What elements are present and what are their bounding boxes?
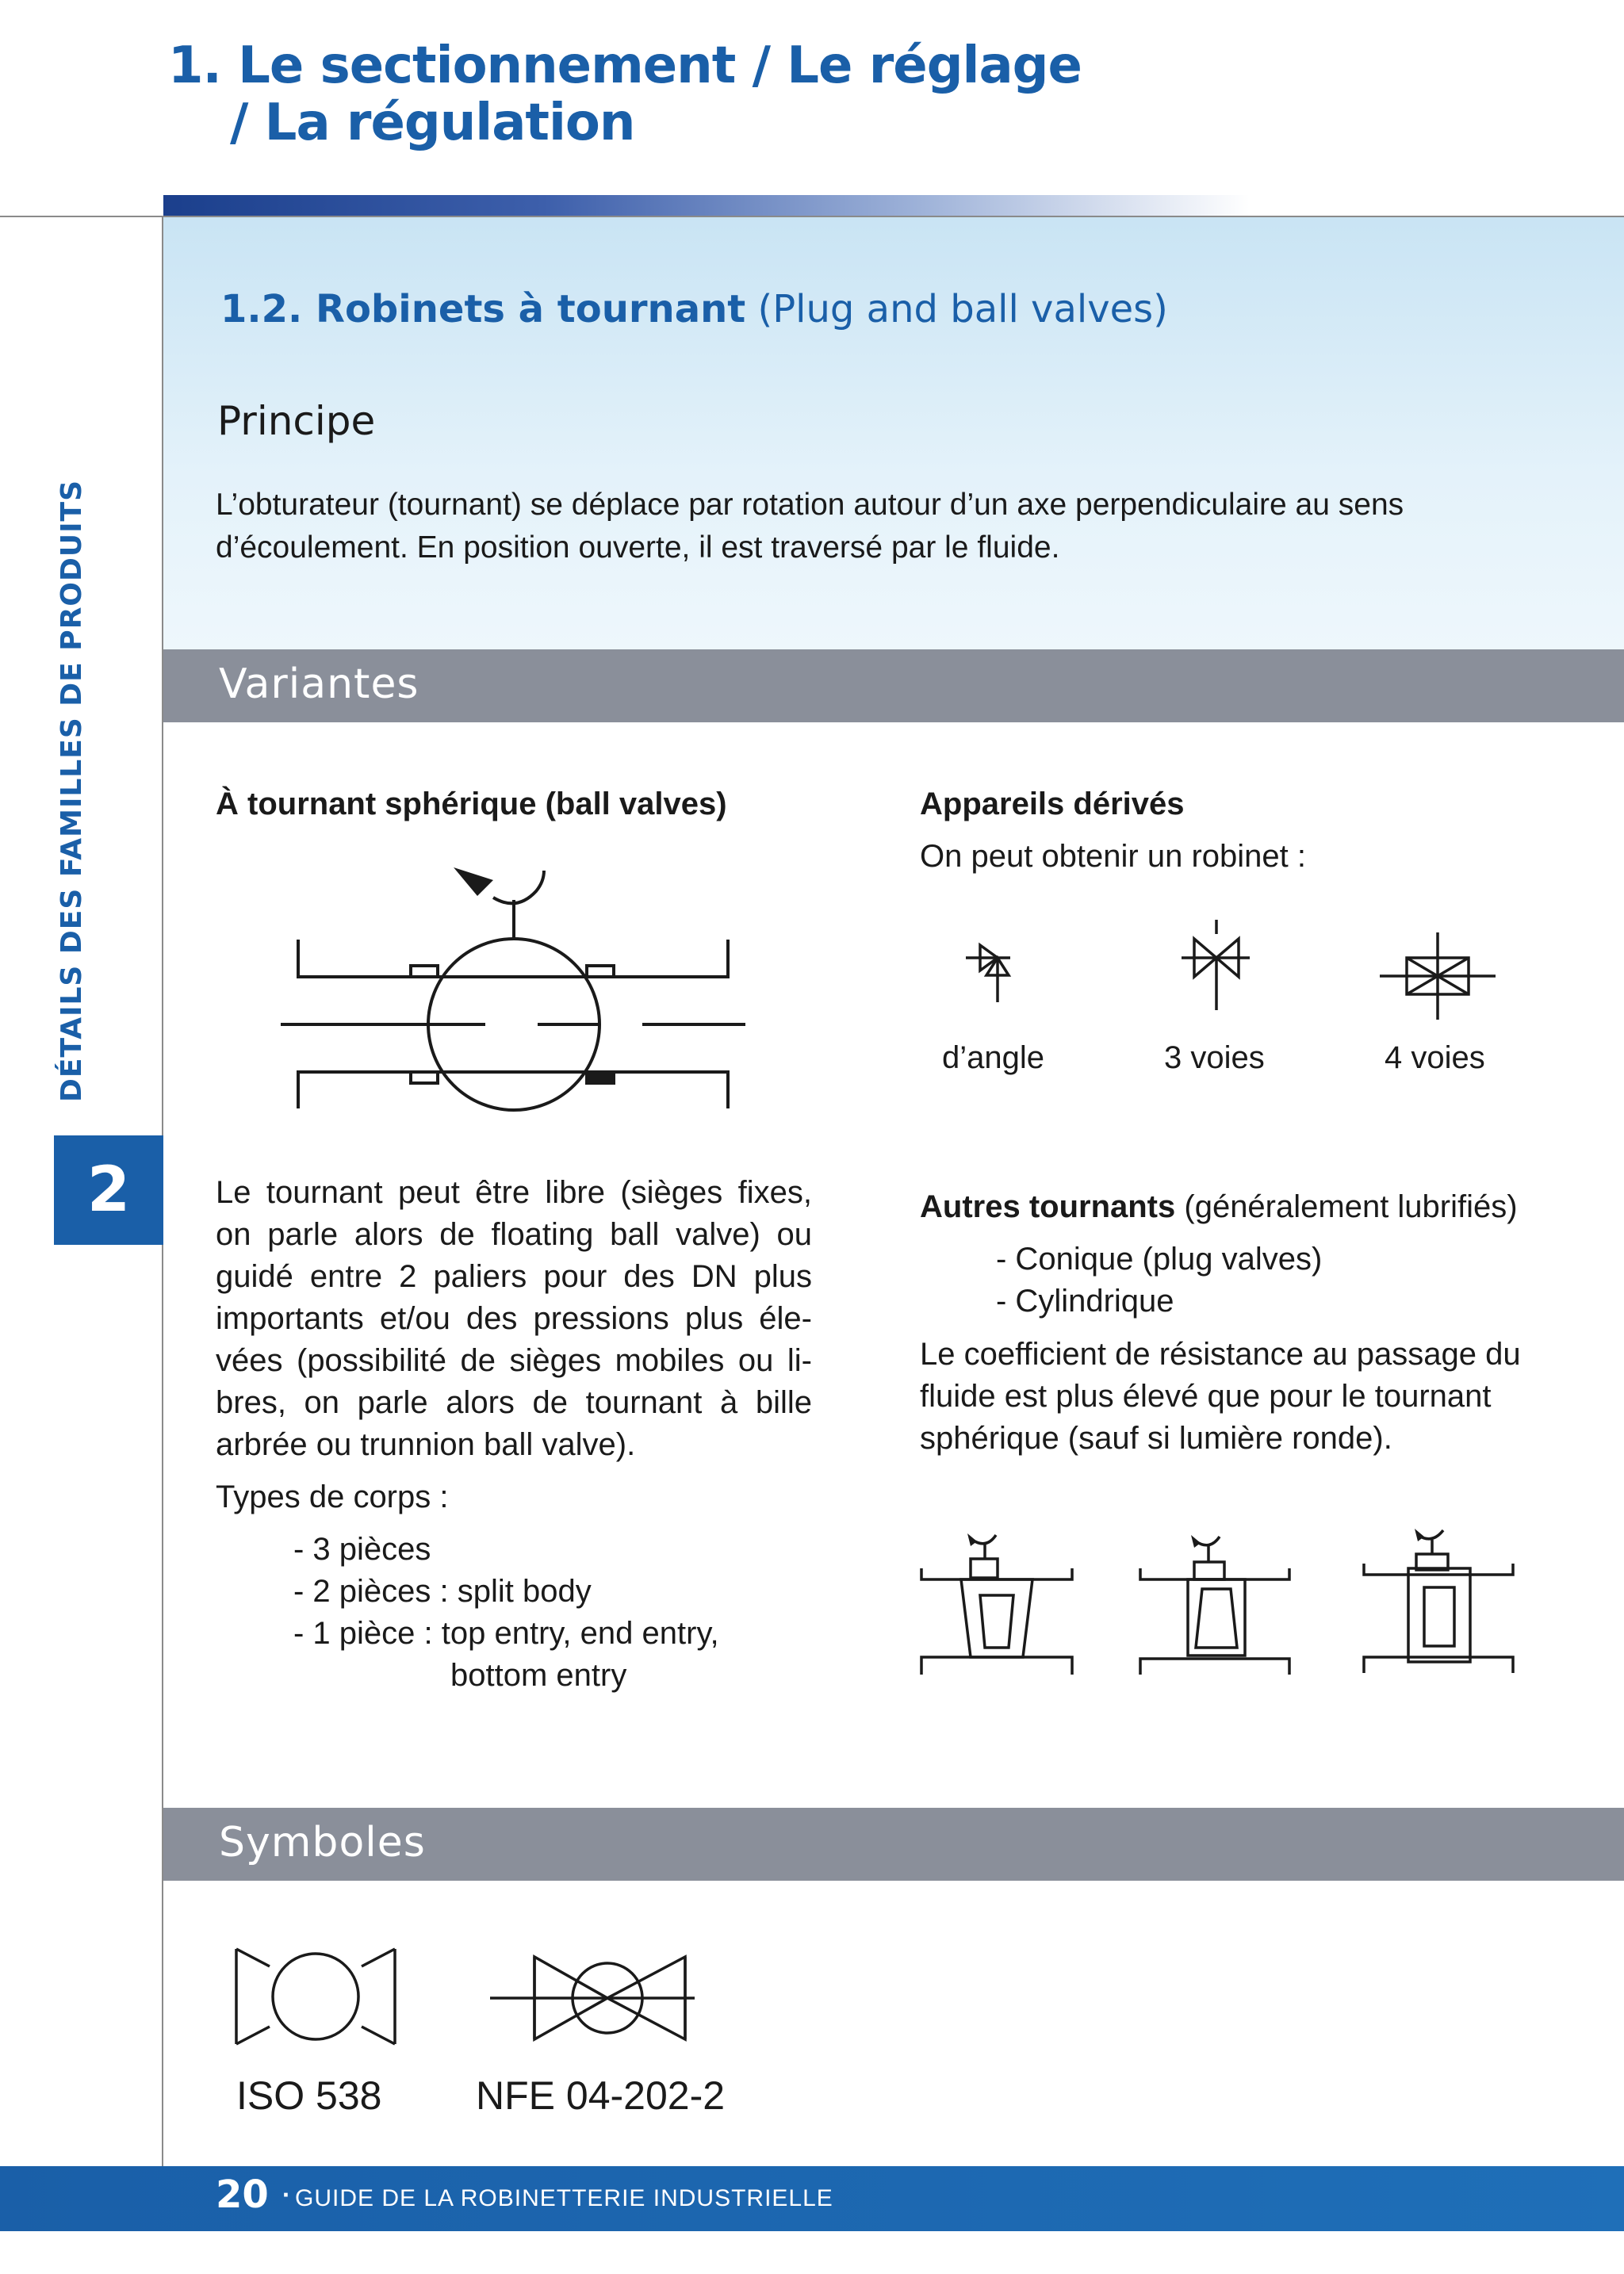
symbol-label-nfe: NFE 04-202-2 <box>476 2073 726 2118</box>
plug-valve-conical-2 <box>1140 1537 1289 1675</box>
ball-valve-line-5: vées (possibilité de sièges mobiles ou li- <box>216 1343 812 1378</box>
plug-valve-cylindrical <box>1364 1530 1513 1673</box>
types-item-1: - 3 pièces <box>293 1532 431 1567</box>
variantes-bar <box>163 649 1624 722</box>
symbol-label-iso: ISO 538 <box>236 2073 382 2118</box>
header-gradient-bar <box>163 195 1250 216</box>
iso-538-symbol <box>236 1949 395 2044</box>
three-way-valve-symbol <box>1182 920 1250 1010</box>
plug-valve-conical-1 <box>921 1535 1072 1675</box>
angle-valve-symbol <box>966 945 1010 1002</box>
principe-title: Principe <box>217 398 376 444</box>
page-title-line1: 1. Le sectionnement / Le réglage <box>168 36 1082 95</box>
types-item-3-continuation: bottom entry <box>450 1658 627 1693</box>
ball-valve-line-3: guidé entre 2 paliers pour des DN plus <box>216 1259 812 1294</box>
principe-line-1: L’obturateur (tournant) se déplace par rotation autour d’un axe perpendiculaire au sens <box>216 488 1404 522</box>
ball-valve-line-6: bres, on parle alors de tournant à bille <box>216 1385 812 1420</box>
rotation-arrow-head <box>454 867 493 896</box>
variantes-bar-title: Variantes <box>219 660 419 708</box>
plug-valve-diagrams <box>917 1522 1519 1681</box>
nfe-04-202-2-symbol <box>490 1957 695 2039</box>
autres-heading: Autres tournants <box>920 1189 1176 1224</box>
four-way-valve-symbol <box>1380 932 1496 1020</box>
symboles-bar <box>163 1808 1624 1881</box>
autres-note: (généralement lubrifiés) <box>1184 1189 1518 1224</box>
types-item-2: - 2 pièces : split body <box>293 1574 592 1609</box>
derived-heading: Appareils dérivés <box>920 787 1185 821</box>
symboles-bar-title: Symboles <box>219 1819 426 1866</box>
chapter-tab: 2 <box>54 1135 163 1245</box>
types-label: Types de corps : <box>216 1480 449 1514</box>
section-heading-bold: 1.2. Robinets à tournant <box>220 287 746 331</box>
section-header-panel <box>163 217 1624 649</box>
derived-intro: On peut obtenir un robinet : <box>920 839 1306 874</box>
autres-item-1: - Conique (plug valves) <box>996 1242 1323 1277</box>
section-heading <box>220 287 1168 331</box>
coef-line-3: sphérique (sauf si lumière ronde). <box>920 1421 1392 1456</box>
page-title-line2: / La régulation <box>230 94 635 152</box>
ball-valve-diagram <box>270 856 761 1126</box>
derived-label-angle: d’angle <box>942 1040 1045 1075</box>
valve-symbols <box>222 1935 730 2062</box>
ball-valve-line-2: on parle alors de floating ball valve) ou <box>216 1217 812 1252</box>
coef-line-2: fluide est plus élevé que pour le tournant <box>920 1379 1492 1414</box>
autres-item-2: - Cylindrique <box>996 1284 1174 1319</box>
ball-valve-line-7: arbrée ou trunnion ball valve). <box>216 1427 636 1462</box>
coef-line-1: Le coefficient de résistance au passage du <box>920 1337 1521 1372</box>
types-item-3: - 1 pièce : top entry, end entry, <box>293 1616 719 1651</box>
derived-label-4-way: 4 voies <box>1385 1040 1485 1075</box>
section-heading-light: (Plug and ball valves) <box>757 287 1168 331</box>
principe-line-2: d’écoulement. En position ouverte, il est traversé par le fluide. <box>216 530 1060 565</box>
ball-valve-line-1: Le tournant peut être libre (sièges fixes, <box>216 1175 812 1210</box>
ball-valve-paragraph <box>216 1172 812 1466</box>
footer-guide-title: GUIDE DE LA ROBINETTERIE INDUSTRIELLE <box>295 2185 833 2211</box>
sidebar-vertical-label: DÉTAILS DES FAMILLES DE PRODUITS <box>56 479 88 1102</box>
footer-page-number: 20 <box>216 2173 269 2217</box>
derived-valve-symbols <box>952 920 1507 1023</box>
footer-separator: · <box>282 2180 291 2209</box>
derived-label-3-way: 3 voies <box>1164 1040 1265 1075</box>
ball-valve-line-4: importants et/ou des pressions plus éle- <box>216 1301 812 1336</box>
autres-heading-line <box>920 1186 1518 1228</box>
ball-valve-heading: À tournant sphérique (ball valves) <box>216 787 727 821</box>
